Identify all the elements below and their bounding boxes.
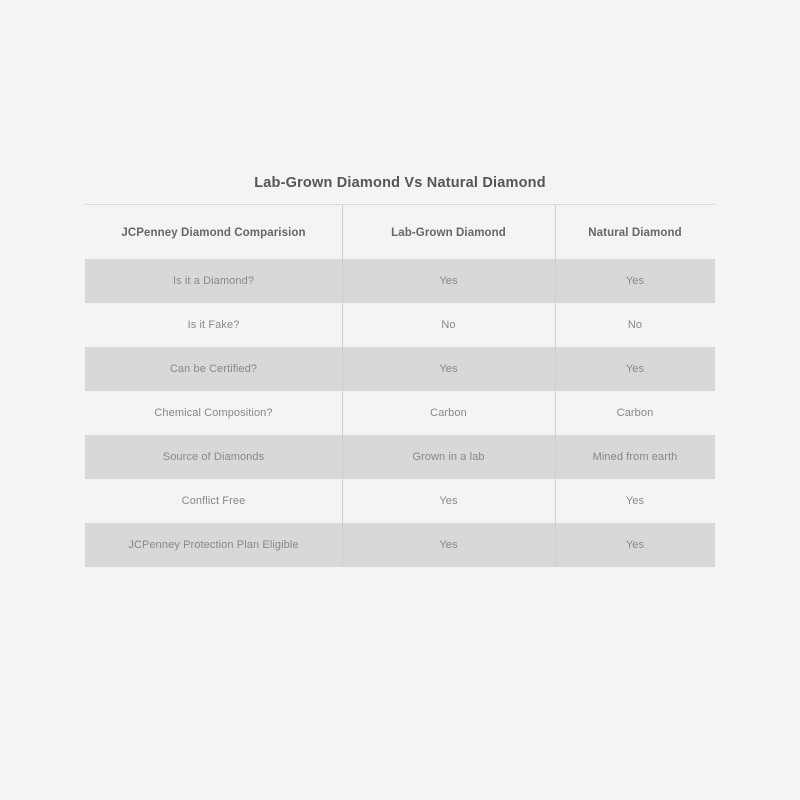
- table-row: [85, 259, 715, 303]
- row-value-natural: Yes: [555, 259, 715, 303]
- row-value-natural: No: [555, 303, 715, 347]
- comparison-table-container: [85, 175, 715, 567]
- row-value-lab-grown: Yes: [342, 479, 555, 523]
- column-header-natural: Natural Diamond: [555, 205, 715, 259]
- table-row: [85, 303, 715, 347]
- row-label: Source of Diamonds: [85, 435, 342, 479]
- table-row: [85, 523, 715, 567]
- table-row: [85, 435, 715, 479]
- row-label: Can be Certified?: [85, 347, 342, 391]
- comparison-table: [85, 205, 715, 567]
- row-label: Chemical Composition?: [154, 407, 273, 419]
- row-label: Is it a Diamond?: [85, 259, 342, 303]
- table-body: [85, 259, 715, 567]
- page-title: Lab-Grown Diamond Vs Natural Diamond: [85, 175, 715, 205]
- row-value-lab-grown: Yes: [342, 259, 555, 303]
- row-value-natural: Yes: [555, 523, 715, 567]
- row-label: JCPenney Protection Plan Eligible: [85, 523, 342, 567]
- row-label: Is it Fake?: [187, 319, 240, 331]
- row-value-natural: Mined from earth: [555, 435, 715, 479]
- row-value-lab-grown: Yes: [342, 347, 555, 391]
- row-value-lab-grown: No: [342, 303, 555, 347]
- column-header-comparison: JCPenney Diamond Comparision: [121, 227, 306, 239]
- row-value-lab-grown: Yes: [342, 523, 555, 567]
- row-value-lab-grown: Grown in a lab: [342, 435, 555, 479]
- row-label: Conflict Free: [181, 495, 246, 507]
- table-row: [85, 479, 715, 523]
- table-row: [85, 391, 715, 435]
- row-value-natural: Carbon: [555, 391, 715, 435]
- row-value-natural: Yes: [555, 347, 715, 391]
- table-row: [85, 347, 715, 391]
- table-header-row: [85, 205, 715, 259]
- column-header-lab-grown: Lab-Grown Diamond: [342, 205, 555, 259]
- row-value-lab-grown: Carbon: [342, 391, 555, 435]
- row-value-natural: Yes: [555, 479, 715, 523]
- table-header: [85, 205, 715, 259]
